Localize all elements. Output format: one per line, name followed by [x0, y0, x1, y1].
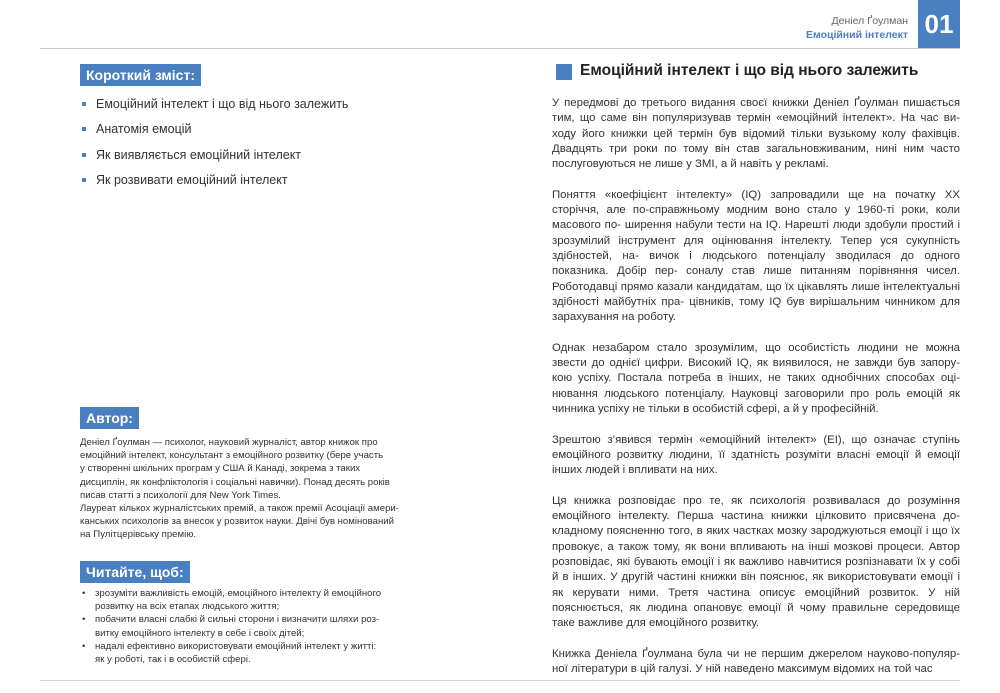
author-bio-line: Лауреат кількох журналістських премій, а також премії Асоціації амери- — [80, 503, 399, 515]
read-to-list — [80, 587, 420, 666]
author-bio-line: писав статті з психології для New York Times. — [80, 489, 281, 501]
body-line: інших людей і впливати на них. — [552, 464, 718, 477]
author-bio-line: у створенні шкільних програм у США й Канаді, зокрема з таких — [80, 463, 361, 475]
footer-divider — [40, 680, 960, 681]
author-bio-line: канських психологів за внесок у розвиток науки. Двічі був номінований — [80, 516, 394, 528]
author-bio-line: емоційний інтелект, консультант з емоційного розвитку (бере участь — [80, 450, 384, 462]
body-line: кандидатам, що їх цікавлять лише інтелектуальні здібності майбутніх пра- — [552, 280, 960, 308]
author-label: Автор: — [80, 407, 139, 429]
body-line: Книжка Деніела Ґоулмана була чи не першим джерелом науково-популяр- — [552, 647, 960, 660]
header-author: Деніел Ґоулман — [831, 15, 908, 27]
summary-item: Анатомія емоцій — [80, 121, 348, 146]
body-paragraph — [552, 341, 960, 417]
body-line: ширення набули тести на IQ. Нарешті люди здобули простий і зрозумілий — [552, 219, 960, 247]
author-bio-line: Деніел Ґоулман — психолог, науковий журналіст, автор книжок про — [80, 437, 378, 448]
body-paragraph — [552, 647, 960, 678]
body-line: інструмент для оцінювання інтелекту. Тепер уся сукупність здібностей, на- — [552, 234, 960, 262]
body-line: емоційного інтелекту. Перша частина книжки цілковито присвячена до- — [552, 510, 960, 523]
summary-list — [80, 96, 348, 197]
body-line: У передмові до третього видання своєї книжки Деніел Ґоулман пишається — [552, 97, 960, 109]
summary-item: Емоційний інтелект і що від нього залежить — [80, 96, 348, 121]
summary-item: Як розвивати емоційний інтелект — [80, 172, 348, 197]
body-paragraph — [552, 188, 960, 326]
body-line: цівників, тому IQ був вирішальним чинником для зарахування на роботу. — [552, 295, 960, 324]
read-to-label: Читайте, щоб: — [80, 561, 190, 583]
header-book-title: Емоційний інтелект — [805, 29, 908, 41]
body-line: ходу його книжки цей термін був відомий тільки вузькому колу фахівців. — [552, 127, 960, 140]
summary-label: Короткий зміст: — [80, 64, 201, 86]
body-line: пояснюється, як людина опановує емоції й чому правильне середовище — [552, 601, 960, 614]
read-to-item — [80, 613, 420, 639]
section-square-icon — [556, 64, 572, 80]
body-line: Ця книжка розповідає про те, як психологія розвивалася до розуміння — [552, 494, 960, 507]
main-body — [552, 96, 960, 693]
body-line: їх провокує, а також тому, як вони впливають на інші мозкові процеси. — [552, 525, 960, 553]
body-line: соналу став лише питанням порівняння чисел. Роботодавці прямо казали — [552, 265, 960, 293]
body-line: Поняття «коефіцієнт інтелекту» (IQ) запровадили ще на початку ХХ сторіччя, — [552, 188, 960, 217]
body-line: звести до однієї цифри. Високий IQ, як виявилося, не завжди був запору- — [552, 357, 960, 370]
read-to-line: витку емоційного інтелекту в себе і своїх дітей; — [95, 627, 305, 639]
author-bio-line: дисциплін, як конфліктологія і соціальні навички). Понад десять років — [80, 476, 390, 488]
body-line: чинника успіху не тільки в особистій сфері, а й у професійній. — [552, 402, 879, 415]
read-to-line: • побачити власні слабкі й сильні сторони і визначити шляхи роз- — [95, 614, 380, 626]
body-line: нювання людського потенціалу. Науковці заговорили про роль емоцій як — [552, 387, 960, 400]
body-line: вичок і людського потенціалу зводилася до одного показника. Добір пер- — [552, 249, 960, 278]
body-line: таке важливе для емоційного розвитку. — [552, 617, 760, 630]
body-paragraph — [552, 494, 960, 632]
body-line: Зрештою з’явився термін «емоційний інтелект» (EI), що означає ступінь — [552, 433, 960, 446]
body-line: Автор розповідає, які бувають емоції і як важливо навчитися розпізнавати їх — [552, 540, 960, 568]
body-line: але по-справжньому модним воно стало у 1960-ті роки, коли масового по- — [552, 204, 960, 232]
body-paragraph — [552, 96, 960, 172]
body-line: ної літератури в цій галузі. У ній наведено максимум відомих на той час — [552, 662, 933, 675]
body-line: Однак незабаром стало зрозумілим, що особистість людини не можна — [552, 341, 960, 354]
body-line: емоції і як керувати ними. Третя частина описує емоційний розвиток. У ній — [552, 571, 960, 599]
read-to-line: • зрозуміти важливість емоцій, емоційного інтелекту й емоційного — [95, 588, 382, 599]
body-line: кладному поясненню того, в яких частках мозку зароджуються емоції і що — [552, 525, 948, 538]
body-line: емоційного розвитку людини, її здатність розуміти власні емоції й емоції — [552, 448, 960, 461]
summary-item: Як виявляється емоційний інтелект — [80, 147, 348, 172]
body-line: Двадцять три роки по тому він став загальновживаним, нині ним часто — [552, 142, 960, 155]
read-to-item — [80, 640, 420, 666]
body-line: послуговуються не лише у ЗМІ, а й навіть у рекламі. — [552, 158, 829, 171]
author-bio-line: на Пулітцерівську премію. — [80, 529, 197, 541]
read-to-line: • надалі ефективно використовувати емоційний інтелект у житті: — [95, 640, 377, 652]
body-line: тим, що саме він популяризував термін «емоційний інтелект». На час ви- — [552, 112, 960, 125]
body-line: у собі й в інших. У другій частині книжки він пояснює, як використовувати — [552, 555, 960, 584]
read-to-item — [80, 587, 420, 613]
page-number-badge: 01 — [918, 0, 960, 48]
read-to-line: розвитку на всіх етапах людського життя; — [95, 601, 280, 613]
header-divider — [40, 48, 960, 49]
section-title: Емоційний інтелект і що від нього залежить — [580, 62, 919, 79]
body-paragraph — [552, 433, 960, 479]
body-line: кою успіху. Постала потреба в інших, не таких однобічних способах оці- — [552, 372, 960, 385]
author-bio — [80, 436, 420, 542]
read-to-line: як у роботі, так і в особистій сфері. — [95, 654, 251, 666]
